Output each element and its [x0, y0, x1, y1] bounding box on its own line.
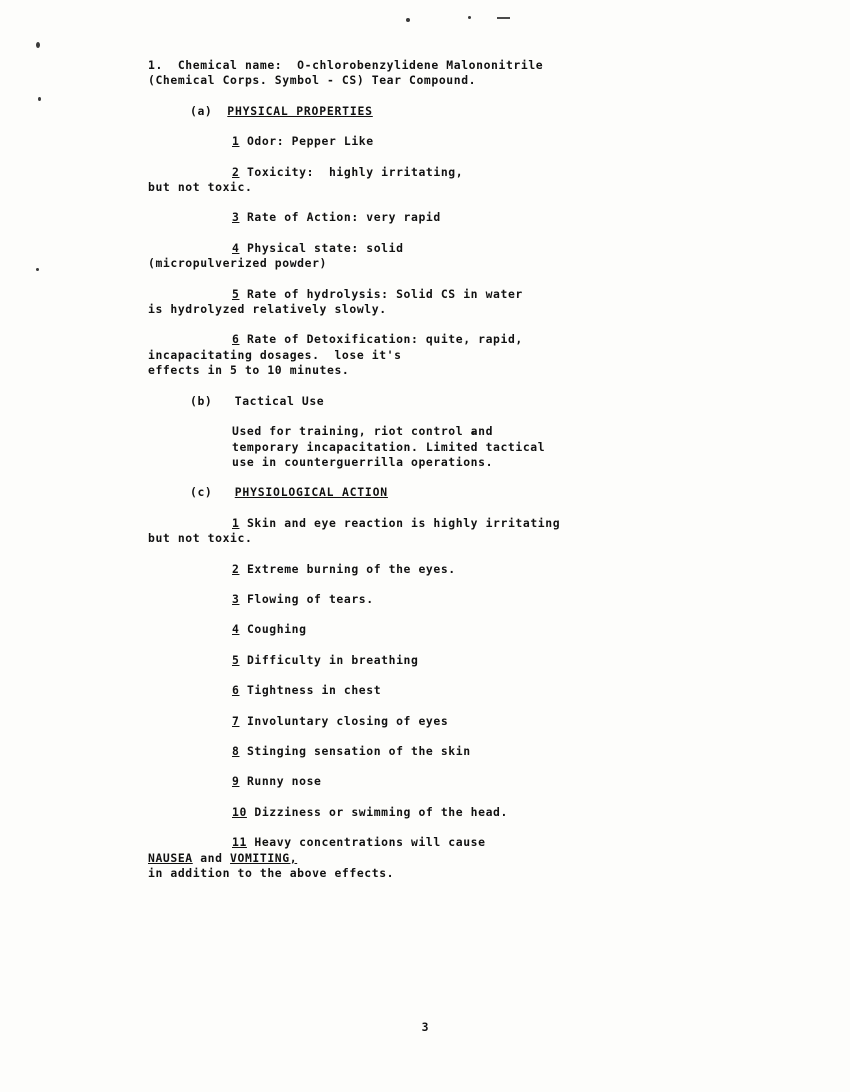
item-line — [148, 241, 708, 256]
vomiting-word: VOMITING, — [230, 850, 298, 865]
item-text: Toxicity: highly irritating, — [246, 164, 464, 179]
item-text: Heavy concentrations will cause — [254, 835, 486, 850]
item-line — [148, 774, 708, 789]
item-line — [148, 165, 708, 180]
item-number: 2 — [232, 561, 240, 576]
list-item — [148, 744, 708, 759]
section-c-marker: (c) — [190, 485, 213, 500]
item-text: Flowing of tears. — [246, 591, 374, 606]
item-text: Rate of Detoxification: quite, rapid, — [246, 332, 523, 347]
list-item — [148, 835, 708, 881]
section-a-heading — [148, 104, 708, 119]
item-number: 5 — [232, 286, 240, 301]
scan-speck — [38, 97, 41, 101]
item-number: 7 — [232, 713, 240, 728]
section-b-title: Tactical Use — [234, 393, 325, 408]
item-line — [148, 562, 708, 577]
item-text: Tightness in chest — [246, 683, 382, 698]
item-number: 8 — [232, 743, 240, 758]
item-text: incapacitating dosages. lose it's — [148, 347, 402, 362]
section-c-heading-row — [148, 485, 708, 500]
item-line — [148, 287, 708, 302]
item-text: Skin and eye reaction is highly irritating — [246, 515, 561, 530]
item-text: Extreme burning of the eyes. — [246, 561, 456, 576]
item-number: 6 — [232, 683, 240, 698]
item-text: but not toxic. — [148, 180, 253, 195]
list-item — [148, 287, 708, 318]
body-line: temporary incapacitation. Limited tactical — [232, 439, 546, 454]
section-b-body — [148, 424, 708, 470]
section-c-heading — [148, 485, 708, 500]
item-line — [148, 683, 708, 698]
item-text: in addition to the above effects. — [148, 866, 395, 880]
list-item — [148, 592, 708, 607]
list-item — [148, 774, 708, 789]
list-item — [148, 622, 708, 637]
item-number: 4 — [232, 622, 240, 637]
body-line: Used for training, riot control and — [232, 424, 494, 439]
item-text: Runny nose — [246, 774, 322, 789]
list-item — [148, 165, 708, 196]
item-text: (micropulverized powder) — [148, 256, 327, 271]
scan-speck — [36, 42, 40, 48]
item-number: 3 — [232, 591, 240, 606]
scan-dash — [497, 17, 510, 19]
section-a-marker: (a) — [190, 103, 213, 118]
list-item — [148, 134, 708, 149]
item-number: 1 — [232, 134, 240, 149]
item-line — [148, 332, 708, 347]
item-line — [148, 805, 708, 820]
list-item — [148, 516, 708, 547]
item-number: 2 — [232, 164, 240, 179]
chemical-name-block — [148, 58, 708, 89]
item-line — [148, 653, 708, 668]
item-line — [148, 714, 708, 729]
list-item — [148, 241, 708, 272]
document-body — [148, 58, 708, 896]
item-line — [148, 210, 708, 225]
page-number: 3 — [421, 1020, 429, 1034]
section-a-heading-row — [148, 104, 708, 119]
item-line — [148, 835, 708, 850]
item-line — [148, 134, 708, 149]
section-b-heading-row — [148, 394, 708, 409]
scan-speck — [468, 16, 471, 19]
item-text: Coughing — [246, 622, 307, 637]
item-text: effects in 5 to 10 minutes. — [148, 363, 350, 378]
item-number: 1 — [232, 515, 240, 530]
list-item — [148, 332, 708, 378]
nausea-word: NAUSEA — [148, 850, 193, 865]
item-text: Dizziness or swimming of the head. — [254, 804, 508, 819]
item-number: 10 — [232, 804, 247, 819]
list-item — [148, 714, 708, 729]
item-line — [148, 744, 708, 759]
item-text: Stinging sensation of the skin — [246, 743, 471, 758]
item-text-emphasis: NAUSEA and VOMITING, — [148, 850, 298, 865]
item-line — [148, 592, 708, 607]
title-line-2: (Chemical Corps. Symbol - CS) Tear Compound. — [148, 73, 477, 88]
item-text: Involuntary closing of eyes — [246, 713, 449, 728]
item-number: 5 — [232, 652, 240, 667]
list-item — [148, 653, 708, 668]
list-item — [148, 562, 708, 577]
scan-speck — [36, 268, 39, 271]
item-text: Physical state: solid — [246, 240, 404, 255]
item-text: is hydrolyzed relatively slowly. — [148, 302, 387, 317]
item-number: 4 — [232, 240, 240, 255]
item-text: Difficulty in breathing — [246, 652, 419, 667]
section-b-heading — [148, 394, 708, 409]
list-item — [148, 210, 708, 225]
section-b-marker: (b) — [190, 393, 213, 408]
body-line: use in counterguerrilla operations. — [232, 454, 494, 469]
list-item — [148, 805, 708, 820]
item-number: 9 — [232, 774, 240, 789]
scan-speck — [406, 18, 410, 22]
section-c-title: PHYSIOLOGICAL ACTION — [234, 485, 388, 500]
list-item — [148, 683, 708, 698]
section-a-title: PHYSICAL PROPERTIES — [227, 103, 373, 118]
item-text: Rate of hydrolysis: Solid CS in water — [246, 286, 523, 301]
title-line-1: 1. Chemical name: O-chlorobenzylidene Malononitrile — [148, 58, 544, 72]
item-number: 11 — [232, 835, 247, 850]
item-text: but not toxic. — [148, 531, 253, 546]
item-text: Rate of Action: very rapid — [246, 210, 441, 225]
item-line — [148, 622, 708, 637]
item-number: 6 — [232, 332, 240, 347]
item-number: 3 — [232, 210, 240, 225]
item-line — [148, 516, 708, 531]
item-text: Odor: Pepper Like — [246, 134, 374, 149]
